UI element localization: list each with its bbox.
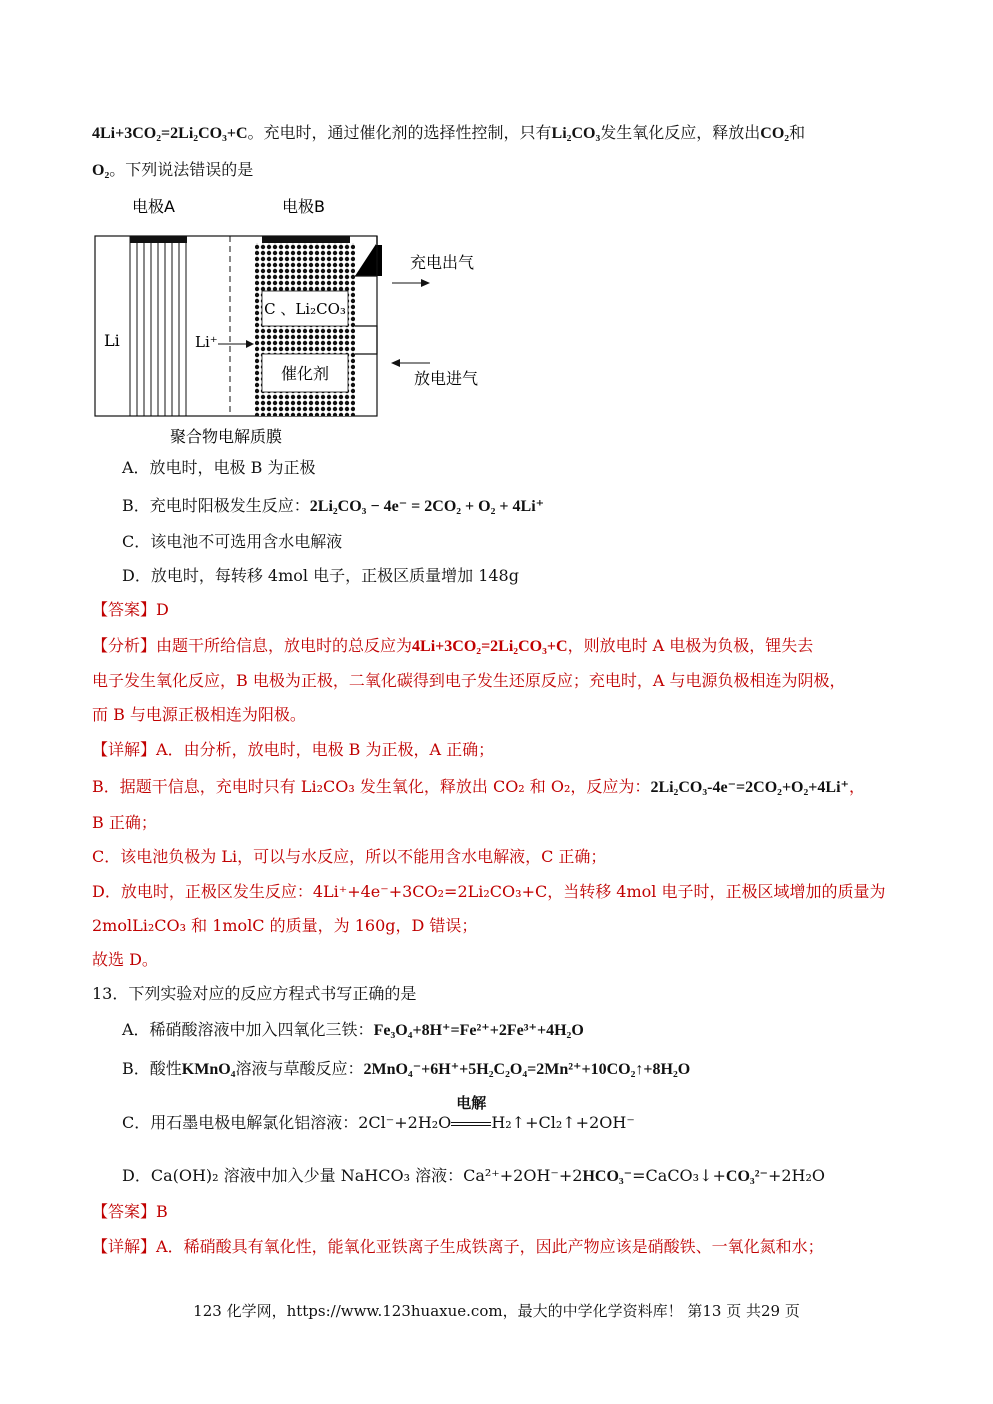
electrode-b-label: 电极B [282, 197, 325, 216]
q13-option-a: A．稀硝酸溶液中加入四氧化三铁：Fe₃O₄+8H⁺=Fe²⁺+2Fe³⁺+4H₂O [122, 1020, 584, 1039]
electrode-a-label: 电极A [132, 197, 175, 216]
gas-in-label: 放电进气 [414, 369, 479, 388]
membrane-label: 聚合物电解质膜 [170, 427, 283, 446]
q13-stem: 13．下列实验对应的反应方程式书写正确的是 [92, 984, 417, 1003]
page-footer: 123 化学网，https://www.123huaxue.com，最大的中学化学资料库！ 第13 页 共29 页 [193, 1302, 800, 1320]
analysis-line-2: 电子发生氧化反应，B 电极为正极，二氧化碳得到电子发生还原反应；充电时，A 与电源负极相连为阴极， [92, 671, 846, 690]
catalyst-label: 催化剂 [280, 364, 330, 383]
detail-b-end: B 正确； [92, 813, 157, 832]
answer-2: 【答案】B [92, 1202, 168, 1221]
li-electrode-lines [130, 236, 186, 416]
option-b-eq: 2Li₂CO₃ − 4e⁻ = 2CO₂ + O₂ + 4Li⁺ [309, 498, 545, 515]
detail-c: C．该电池负极为 Li，可以与水反应，所以不能用含水电解液，C 正确； [92, 847, 607, 866]
analysis-line-3: 而 B 与电源正极相连为阳极。 [92, 705, 306, 724]
analysis-line-1: 【分析】由题干所给信息，放电时的总反应为4Li+3CO₂=2Li₂CO₃+C，则放电时 A 电极为负极，锂失去 [92, 636, 814, 655]
option-b: B．充电时阳极发生反应：2Li₂CO₃ − 4e⁻ = 2CO₂ + O₂ + 4Li⁺ [122, 496, 545, 515]
option-c: C．该电池不可选用含水电解液 [122, 532, 343, 551]
gas-out-label: 充电出气 [410, 253, 475, 272]
detail-conclusion: 故选 D。 [92, 950, 158, 969]
answer-1: 【答案】D [92, 600, 169, 619]
q13-option-b: B．酸性KMnO₄溶液与草酸反应：2MnO₄⁻+6H⁺+5H₂C₂O₄=2Mn²⁺+10CO₂↑+8H₂O [122, 1059, 691, 1078]
battery-diagram [92, 196, 512, 451]
detail-a: 【详解】A．由分析，放电时，电极 B 为正极，A 正确； [92, 740, 495, 759]
detail2-a: 【详解】A．稀硝酸具有氧化性，能氧化亚铁离子生成铁离子，因此产物应该是硝酸铁、一氧化氮和水； [92, 1237, 824, 1256]
option-a: A．放电时，电极 B 为正极 [122, 458, 316, 477]
detail-b: B．据题干信息，充电时只有 Li₂CO₃ 发生氧化，释放出 CO₂ 和 O₂，反应为：2Li₂CO₃-4e⁻=2CO₂+O₂+4Li⁺， [92, 777, 865, 796]
electrolysis-condition: 电解 [451, 1113, 491, 1133]
detail-d-1: D．放电时，正极区发生反应：4Li⁺+4e⁻+3CO₂=2Li₂CO₃+C，当转移 4mol 电子时，正极区域增加的质量为 [92, 882, 886, 901]
q13-option-c: C．用石墨电极电解氯化铝溶液：2Cl⁻+2H₂O 电解 H₂↑+Cl₂↑+2OH⁻ [122, 1094, 635, 1132]
electrode-b-bar [262, 236, 350, 243]
intro-line-2: O₂。下列说法错误的是 [92, 160, 254, 179]
detail-d-2: 2molLi₂CO₃ 和 1molC 的质量，为 160g，D 错误； [92, 916, 478, 935]
q13-option-d: D．Ca(OH)₂ 溶液中加入少量 NaHCO₃ 溶液：Ca²⁺+2OH⁻+2HCO₃⁻=CaCO₃↓+CO₃²⁻+2H₂O [122, 1166, 826, 1185]
total-reaction-eq: 4Li+3CO₂=2Li₂CO₃+C [92, 125, 248, 142]
li-ion-label: Li⁺ [195, 333, 218, 351]
intro-line-1: 4Li+3CO₂=2Li₂CO₃+C。充电时，通过催化剂的选择性控制，只有Li₂CO₃发生氧化反应，释放出CO₂和 [92, 123, 806, 142]
c-li2co3-label: C 、Li₂CO₃ [264, 300, 346, 318]
li-label: Li [104, 331, 120, 350]
option-d: D．放电时，每转移 4mol 电子，正极区质量增加 148g [122, 566, 519, 585]
